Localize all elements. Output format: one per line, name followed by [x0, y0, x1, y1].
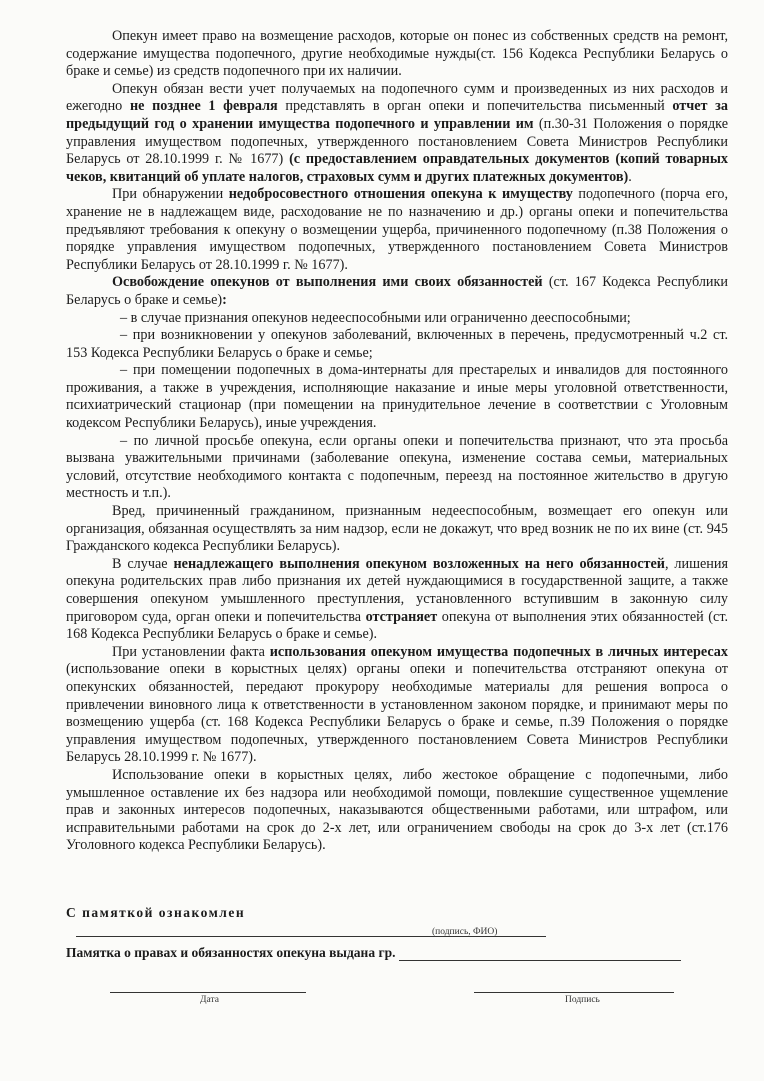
bold-text: отчет за предыдущий год о хранении имущества подопечного и управлении им — [66, 98, 728, 132]
paragraph — [66, 28, 728, 81]
date-line[interactable] — [110, 980, 306, 993]
bold-text: отстраняет — [365, 608, 438, 625]
paragraph — [66, 556, 728, 644]
bold-text: использования опекуном имущества подопечных в личных интересах — [269, 643, 728, 660]
signature-line[interactable] — [474, 980, 674, 993]
paragraph — [66, 81, 728, 187]
bold-text: (с предоставлением оправдательных документов (копий товарных чеков, квитанций об уплате налогов, страховых сумм и других платежных документов) — [66, 151, 728, 185]
bold-text: недобросовестного отношения опекуна к имуществу — [228, 186, 573, 203]
document-body — [66, 28, 728, 855]
text-run: . — [628, 168, 632, 185]
paragraph — [66, 767, 728, 855]
bold-text: : — [222, 291, 227, 308]
text-run: (ст. 167 Кодекса Республики Беларусь о браке и семье) — [66, 274, 728, 308]
text-run: – в случае признания опекунов недееспособными или ограниченно дееспособными; — [120, 309, 631, 326]
text-run: – при помещении подопечных в дома-интернаты для престарелых и инвалидов для постоянного проживания, а также в учреждения, исполняющие наказание и иные меры уголовной ответственности, психиатрический стационар (при помещении на принудительное лечение в соответствии с Уголовным кодексом Республики Беларусь), иные учреждения. — [66, 362, 728, 432]
date-label: Дата — [200, 995, 219, 1005]
text-run: Опекун обязан вести учет получаемых на подопечного сумм и произведенных из них расходов и ежегодно — [66, 80, 728, 115]
issued-row — [66, 945, 728, 961]
text-run: (использование опеки в корыстных целях) органы опеки и попечительства отстраняют опекуна от опекунских обязанностей, передают прокурору необходимые материалы для решения вопроса о привлечении виновного лица к ответственности в установленном законом порядке, и принимают меры по возмещению ущерба (ст. 168 Кодекса Республики Беларусь о браке и семье, п.39 Положения о порядке управления имуществом подопечных, утвержденного постановлением Совета Министров Республики Беларусь 28.10.1999 г. № 1677). — [66, 661, 728, 766]
issued-label: Памятка о правах и обязанностях опекуна выдана гр. — [66, 945, 396, 960]
text-run: В случае — [112, 555, 174, 572]
bold-text: Освобождение опекунов от выполнения ими своих обязанностей — [112, 274, 543, 291]
acquainted-label: С памяткой ознакомлен — [66, 905, 246, 920]
bold-text: не позднее 1 февраля — [129, 98, 278, 115]
text-run: , лишения опекуна родительских прав либо признания их детей нуждающимися в государственной защите, а также совершения опекуном умышленного преступления, установленного вступившим в законную силу приговором суда, орган опеки и попечительства — [66, 555, 729, 625]
bold-text: ненадлежащего выполнения опекуном возложенных на него обязанностей — [173, 555, 665, 572]
text-run: опекуна от выполнения этих обязанностей (ст. 168 Кодекса Республики Беларусь о браке и семье). — [66, 608, 728, 643]
text-run: Вред, причиненный гражданином, признанным недееспособным, возмещает его опекун или организация, обязанная осуществлять за ним надзор, если не докажут, что вред возник не по их вине (ст. 945 Гражданского кодекса Республики Беларусь). — [66, 503, 728, 555]
text-run: Использование опеки в корыстных целях, либо жестокое обращение с подопечными, либо умышленное оставление их без надзора или необходимой помощи, повлекшие существенное ущемление прав и законных интересов подопечных, наказываются общественными работами, или штрафом, или исправительными работами на срок до 2-х лет, или ограничением свободы на срок до 3-х лет (ст.176 Уголовного кодекса Республики Беларусь). — [66, 766, 728, 854]
paragraph — [66, 327, 728, 362]
paragraph — [66, 433, 728, 503]
text-run: При установлении факта — [112, 643, 270, 660]
paragraph — [66, 503, 728, 556]
paragraph — [66, 274, 728, 309]
acquainted-hint: (подпись, ФИО) — [432, 927, 498, 937]
text-run: При обнаружении — [112, 186, 229, 203]
paragraph — [66, 644, 728, 767]
acquainted-row — [66, 905, 728, 937]
issued-line[interactable] — [399, 946, 681, 961]
paragraph — [66, 362, 728, 432]
text-run: (п.30-31 Положения о порядке управления имуществом подопечных, утвержденного постановлением Совета Министров Республики Беларусь от 28.10.1999 г. № 1677) — [66, 115, 728, 168]
text-run: Опекун имеет право на возмещение расходов, которые он понес из собственных средств на ремонт, содержание имущества подопечного, другие необходимые нужды(ст. 156 Кодекса Республики Беларусь о браке и семье) из средств подопечного при их наличии. — [66, 28, 728, 80]
text-run: подопечного (порча его, хранение не в надлежащем виде, расходование не по назначению и др.) органы опеки и попечительства предъявляют требования к опекуну о возмещении ущерба, причиненного подопечному (п.38 Положения о порядке управления имуществом подопечных, утвержденного постановлением Совета Министров Республики Беларусь от 28.10.1999 г. № 1677). — [66, 186, 728, 273]
text-run: – по личной просьбе опекуна, если органы опеки и попечительства признают, что эта просьба вызвана уважительными причинами (заболевание опекуна, изменение состава семьи, материальных условий, отсутствие необходимого контакта с подопечным, переезд на постоянное жительство в другую местность и т.п.). — [66, 432, 728, 502]
text-run: представлять в орган опеки и попечительства письменный — [277, 98, 673, 115]
paragraph — [66, 186, 728, 274]
paragraph — [66, 310, 728, 328]
signature-label: Подпись — [565, 995, 600, 1005]
text-run: – при возникновении у опекунов заболеваний, включенных в перечень, предусмотренный ч.2 ст. 153 Кодекса Республики Беларусь о браке и семье; — [66, 327, 728, 361]
